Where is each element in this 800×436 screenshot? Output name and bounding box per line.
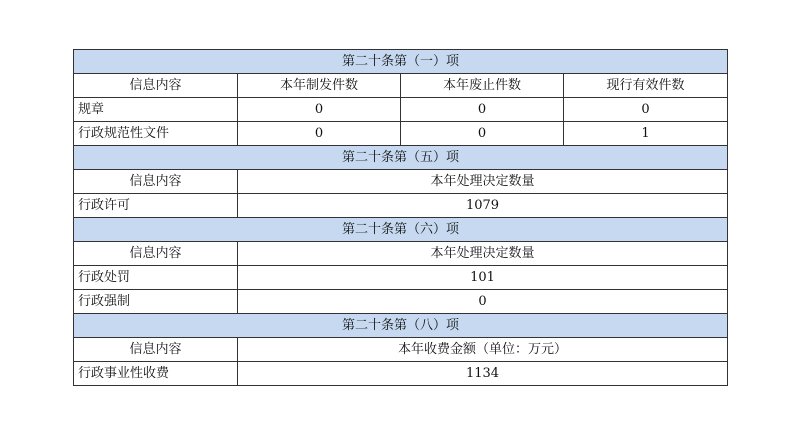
table-row (74, 122, 728, 146)
section-title: 第二十条第（一）项 (74, 50, 728, 74)
column-header: 信息内容 (74, 242, 238, 266)
row-label: 行政许可 (74, 194, 238, 218)
table-row (74, 362, 728, 386)
cell-value: 0 (238, 122, 401, 146)
column-header: 本年处理决定数量 (238, 242, 728, 266)
cell-value: 0 (564, 98, 728, 122)
cell-value: 1 (564, 122, 728, 146)
column-header: 信息内容 (74, 74, 238, 98)
cell-value: 0 (401, 98, 564, 122)
cell-value: 101 (238, 266, 728, 290)
section-header-1 (74, 50, 728, 74)
column-header: 信息内容 (74, 170, 238, 194)
column-header: 现行有效件数 (564, 74, 728, 98)
section-header-6 (74, 218, 728, 242)
column-header-row (74, 170, 728, 194)
info-disclosure-table (73, 49, 728, 386)
column-header-row (74, 242, 728, 266)
row-label: 行政规范性文件 (74, 122, 238, 146)
row-label: 行政处罚 (74, 266, 238, 290)
cell-value: 0 (238, 98, 401, 122)
row-label: 行政事业性收费 (74, 362, 238, 386)
column-header: 本年废止件数 (401, 74, 564, 98)
section-header-5 (74, 146, 728, 170)
table-row (74, 290, 728, 314)
table-row (74, 98, 728, 122)
column-header: 本年收费金额（单位：万元） (238, 338, 728, 362)
row-label: 行政强制 (74, 290, 238, 314)
section-title: 第二十条第（八）项 (74, 314, 728, 338)
cell-value: 0 (401, 122, 564, 146)
section-title: 第二十条第（五）项 (74, 146, 728, 170)
column-header-row (74, 74, 728, 98)
column-header: 本年处理决定数量 (238, 170, 728, 194)
table-row (74, 266, 728, 290)
column-header-row (74, 338, 728, 362)
section-header-8 (74, 314, 728, 338)
column-header: 本年制发件数 (238, 74, 401, 98)
row-label: 规章 (74, 98, 238, 122)
table-row (74, 194, 728, 218)
cell-value: 1079 (238, 194, 728, 218)
column-header: 信息内容 (74, 338, 238, 362)
cell-value: 0 (238, 290, 728, 314)
section-title: 第二十条第（六）项 (74, 218, 728, 242)
cell-value: 1134 (238, 362, 728, 386)
